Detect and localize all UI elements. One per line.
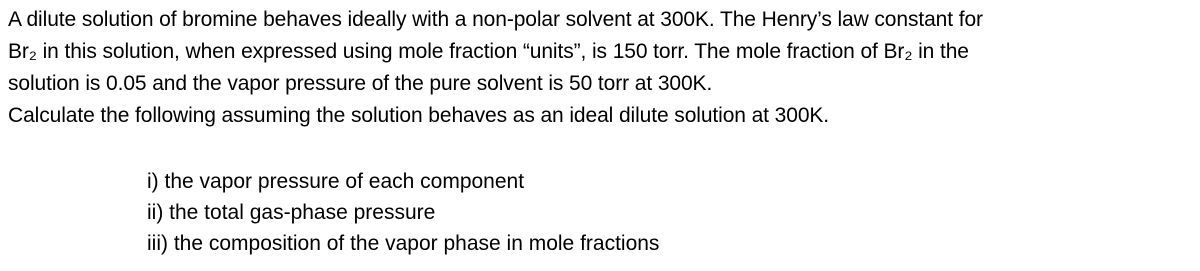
- question-list: [147, 166, 659, 259]
- question-item-i: i) the vapor pressure of each component: [147, 170, 525, 193]
- problem-line-2: Br₂ in this solution, when expressed using mole fraction “units”, is 150 torr. The mole fraction of Br₂ in the: [8, 40, 969, 63]
- question-item-iii: iii) the composition of the vapor phase in mole fractions: [147, 232, 660, 255]
- problem-document: [8, 4, 1193, 132]
- problem-line-3: solution is 0.05 and the vapor pressure of the pure solvent is 50 torr at 300K.: [8, 72, 713, 95]
- instruction-line: Calculate the following assuming the solution behaves as an ideal dilute solution at 300K.: [8, 104, 830, 127]
- problem-line-1: A dilute solution of bromine behaves ideally with a non-polar solvent at 300K. The Henry’s law constant for: [8, 8, 983, 31]
- question-item-ii: ii) the total gas-phase pressure: [147, 201, 436, 224]
